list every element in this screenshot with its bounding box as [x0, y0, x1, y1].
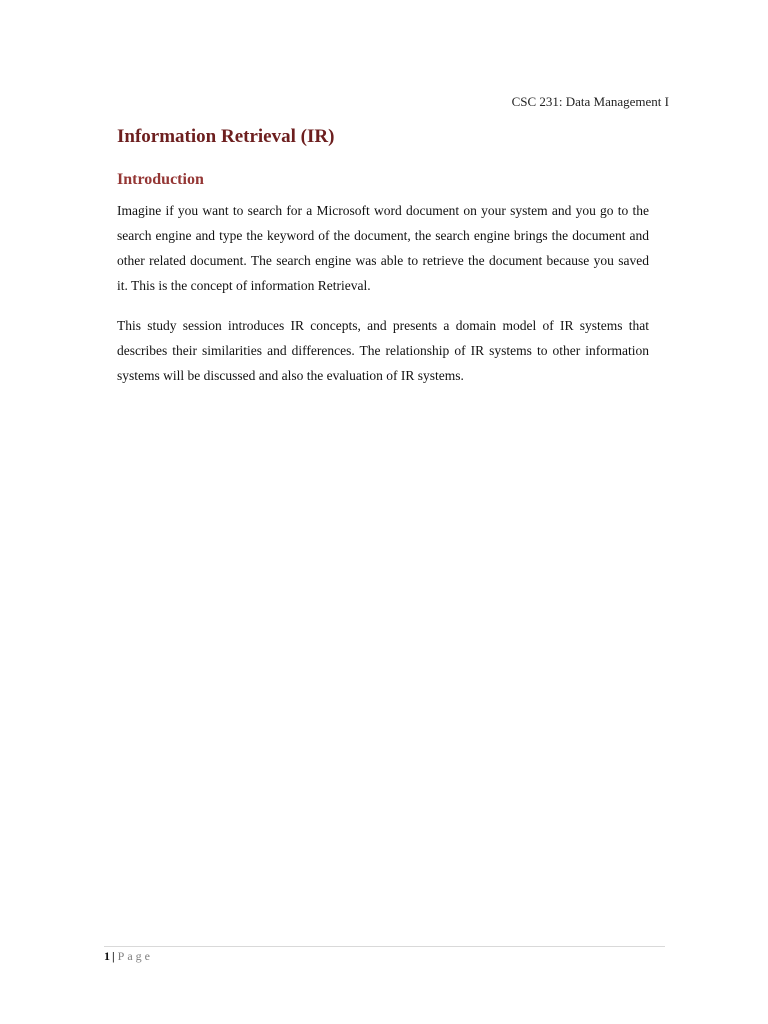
body-paragraph: This study session introduces IR concepts, and presents a domain model of IR systems that describes their similarities and differences. The relationship of IR systems to other information systems will be discussed and also the evaluation of IR systems.	[117, 318, 649, 383]
footer-divider	[104, 946, 665, 947]
running-header: CSC 231: Data Management I	[511, 94, 669, 109]
page-label: Page	[117, 949, 153, 963]
body-paragraph: Imagine if you want to search for a Microsoft word document on your system and you go to the search engine and type the keyword of the document, the search engine brings the document and other related document. The search engine was able to retrieve the document because you saved it. This is the concept of information Retrieval.	[117, 203, 649, 293]
footer-separator: |	[112, 949, 115, 963]
page-footer	[104, 949, 153, 964]
page-number: 1	[104, 949, 110, 963]
section-heading-introduction: Introduction	[117, 171, 204, 188]
document-title: Information Retrieval (IR)	[117, 126, 335, 147]
